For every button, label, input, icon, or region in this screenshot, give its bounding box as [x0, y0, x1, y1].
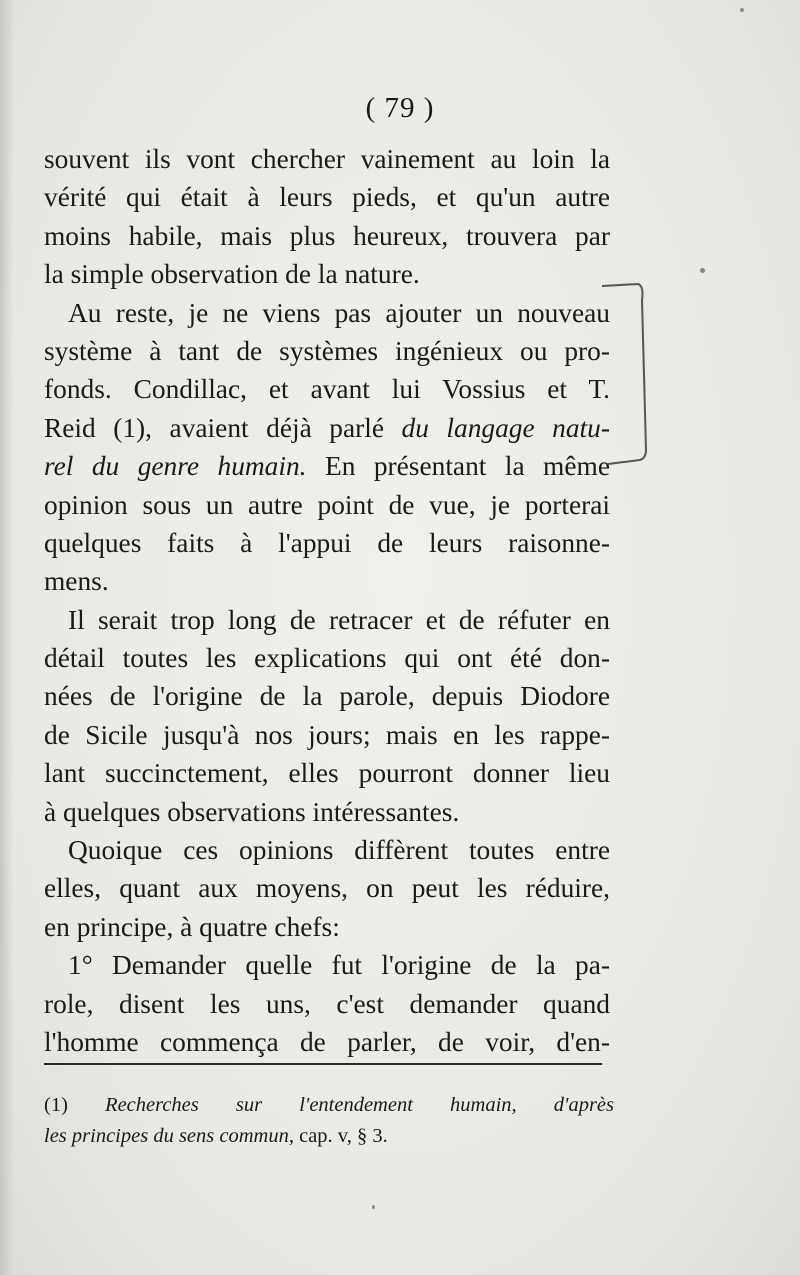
paper-speck	[700, 268, 705, 273]
footnote-line: les principes du sens commun, cap. v, § 3.	[44, 1125, 388, 1147]
text-line: souvent ils vont chercher vainement au loin la	[44, 144, 610, 174]
text-line: l'homme commença de parler, de voir, d'en-	[44, 1026, 610, 1057]
text-line: Au reste, je ne viens pas ajouter un nouveau	[68, 297, 610, 328]
body-text	[44, 140, 610, 1061]
page-edge-shadow	[0, 0, 14, 1275]
footnote-line: (1) Recherches sur l'entendement humain, d'après	[44, 1094, 614, 1116]
text-line: role, disent les uns, c'est demander quand	[44, 988, 610, 1019]
text-line: quelques faits à l'appui de leurs raisonne-	[44, 527, 610, 558]
footnote-marker: (1)	[44, 1094, 68, 1116]
text-line: de Sicile jusqu'à nos jours; mais en les rappe-	[44, 719, 610, 750]
text-line: mens.	[44, 566, 109, 597]
text-line: fonds. Condillac, et avant lui Vossius et T.	[44, 374, 610, 405]
footnote	[44, 1090, 614, 1152]
text-line: 1° Demander quelle fut l'origine de la pa-	[68, 950, 610, 981]
text-line: Il serait trop long de retracer et de réfuter en	[68, 604, 610, 635]
text-line: en principe, à quatre chefs:	[44, 911, 340, 942]
text-line: nées de l'origine de la parole, depuis Diodore	[44, 681, 610, 712]
text-line: elles, quant aux moyens, on peut les réduire,	[44, 873, 610, 904]
text-line: moins habile, mais plus heureux, trouvera par	[44, 220, 610, 251]
text-line: lant succinctement, elles pourront donner lieu	[44, 758, 610, 789]
text-line-with-italic: Reid (1), avaient déjà parlé du langage natu-	[44, 412, 610, 443]
text-line: Quoique ces opinions diffèrent toutes entre	[68, 835, 610, 866]
paper-speck	[740, 8, 744, 12]
italic-phrase: rel du genre humain.	[44, 451, 307, 482]
footnote-rule	[44, 1063, 602, 1065]
italic-phrase: du langage natu-	[401, 412, 610, 443]
text-line: vérité qui était à leurs pieds, et qu'un autre	[44, 182, 610, 213]
text-line: à quelques observations intéressantes.	[44, 796, 460, 827]
margin-bracket-mark	[600, 280, 660, 470]
text-line-with-italic: rel du genre humain. En présentant la même	[44, 451, 610, 482]
page-number: ( 79 )	[365, 92, 435, 124]
text-line: la simple observation de la nature.	[44, 259, 420, 290]
text-line: système à tant de systèmes ingénieux ou pro-	[44, 335, 610, 366]
text-line: opinion sous un autre point de vue, je porterai	[44, 489, 610, 520]
text-line: détail toutes les explications qui ont été don-	[44, 643, 610, 674]
paper-speck	[372, 1205, 375, 1209]
